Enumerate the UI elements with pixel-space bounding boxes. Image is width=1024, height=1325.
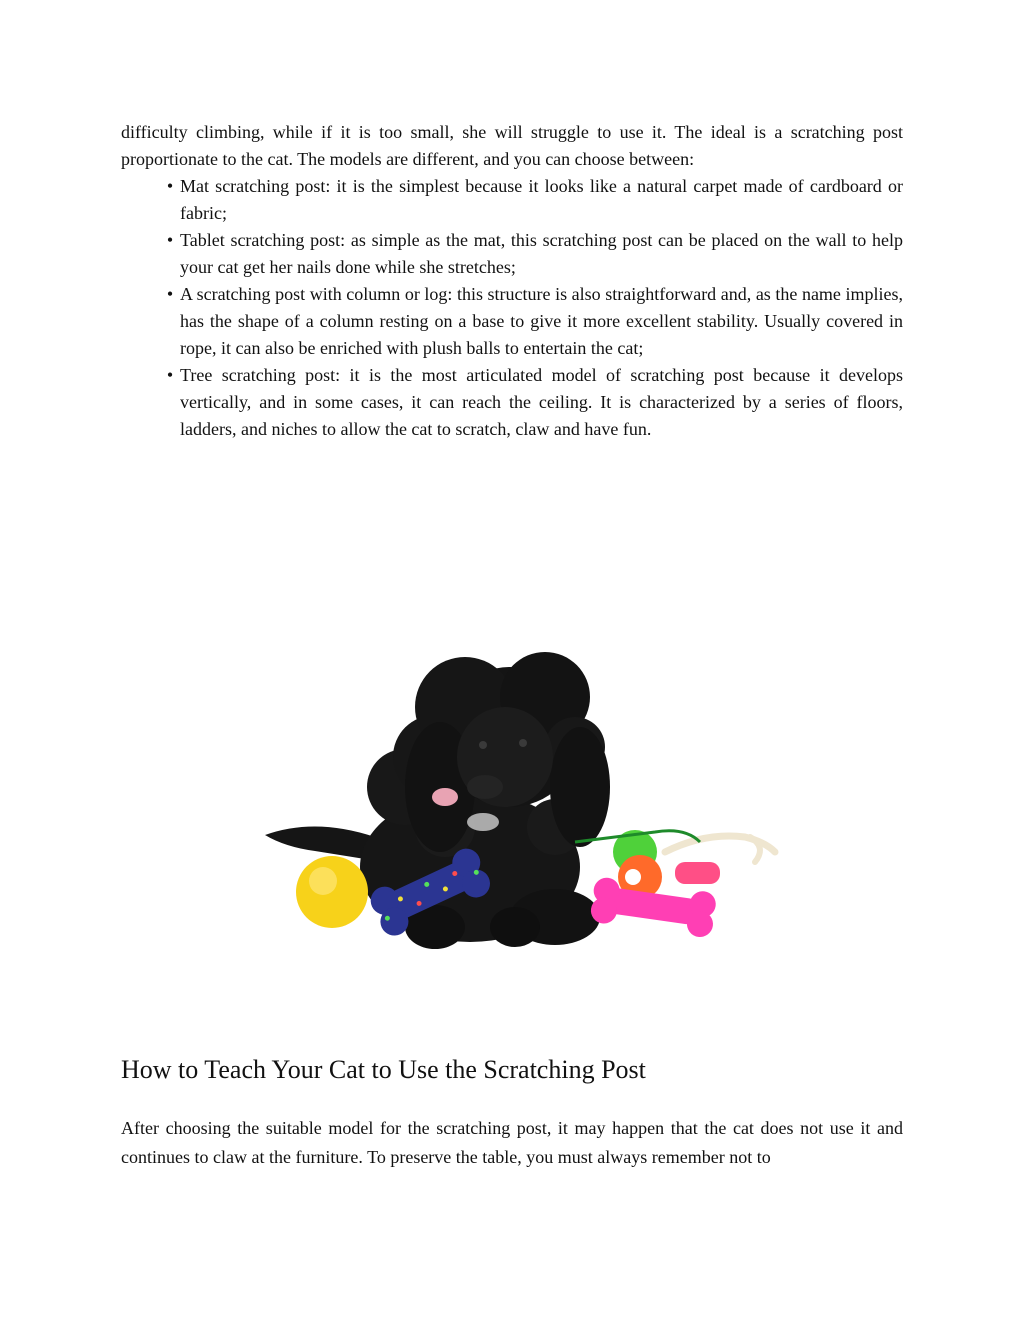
- bullet-icon: •: [166, 284, 174, 304]
- list-item: [166, 227, 903, 281]
- bullet-icon: •: [166, 176, 174, 196]
- section-heading: How to Teach Your Cat to Use the Scratching Post: [121, 1055, 646, 1084]
- list-item-text: Tablet scratching post: as simple as the mat, this scratching post can be placed on the wall to help your cat get her nails done while she stretches;: [180, 230, 903, 277]
- list-item-text: Mat scratching post: it is the simplest because it looks like a natural carpet made of cardboard or fabric;: [180, 176, 903, 223]
- list-item: [166, 362, 903, 443]
- section-paragraph: After choosing the suitable model for the scratching post, it may happen that the cat does not use it and continues to claw at the furniture. To preserve the table, you must always remember not to: [121, 1118, 903, 1167]
- black-poodle-puppy-with-toys-photo: [255, 637, 785, 967]
- bullet-icon: •: [166, 230, 174, 250]
- list-item-text: A scratching post with column or log: this structure is also straightforward and, as the name implies, has the shape of a column resting on a base to give it more excellent stability. Usually covered in rope, it can also be enriched with plush balls to entertain the cat;: [180, 284, 903, 358]
- bullet-icon: •: [166, 365, 174, 385]
- list-item: [166, 281, 903, 362]
- document-page: [121, 119, 903, 443]
- intro-paragraph: difficulty climbing, while if it is too small, she will struggle to use it. The ideal is a scratching post proportionate to the cat. The models are different, and you can choose between:: [121, 122, 903, 169]
- list-item: [166, 173, 903, 227]
- scratching-post-models-list: [121, 173, 903, 443]
- list-item-text: Tree scratching post: it is the most articulated model of scratching post because it develops vertically, and in some cases, it can reach the ceiling. It is characterized by a series of floors, ladders, and niches to allow the cat to scratch, claw and have fun.: [180, 365, 903, 439]
